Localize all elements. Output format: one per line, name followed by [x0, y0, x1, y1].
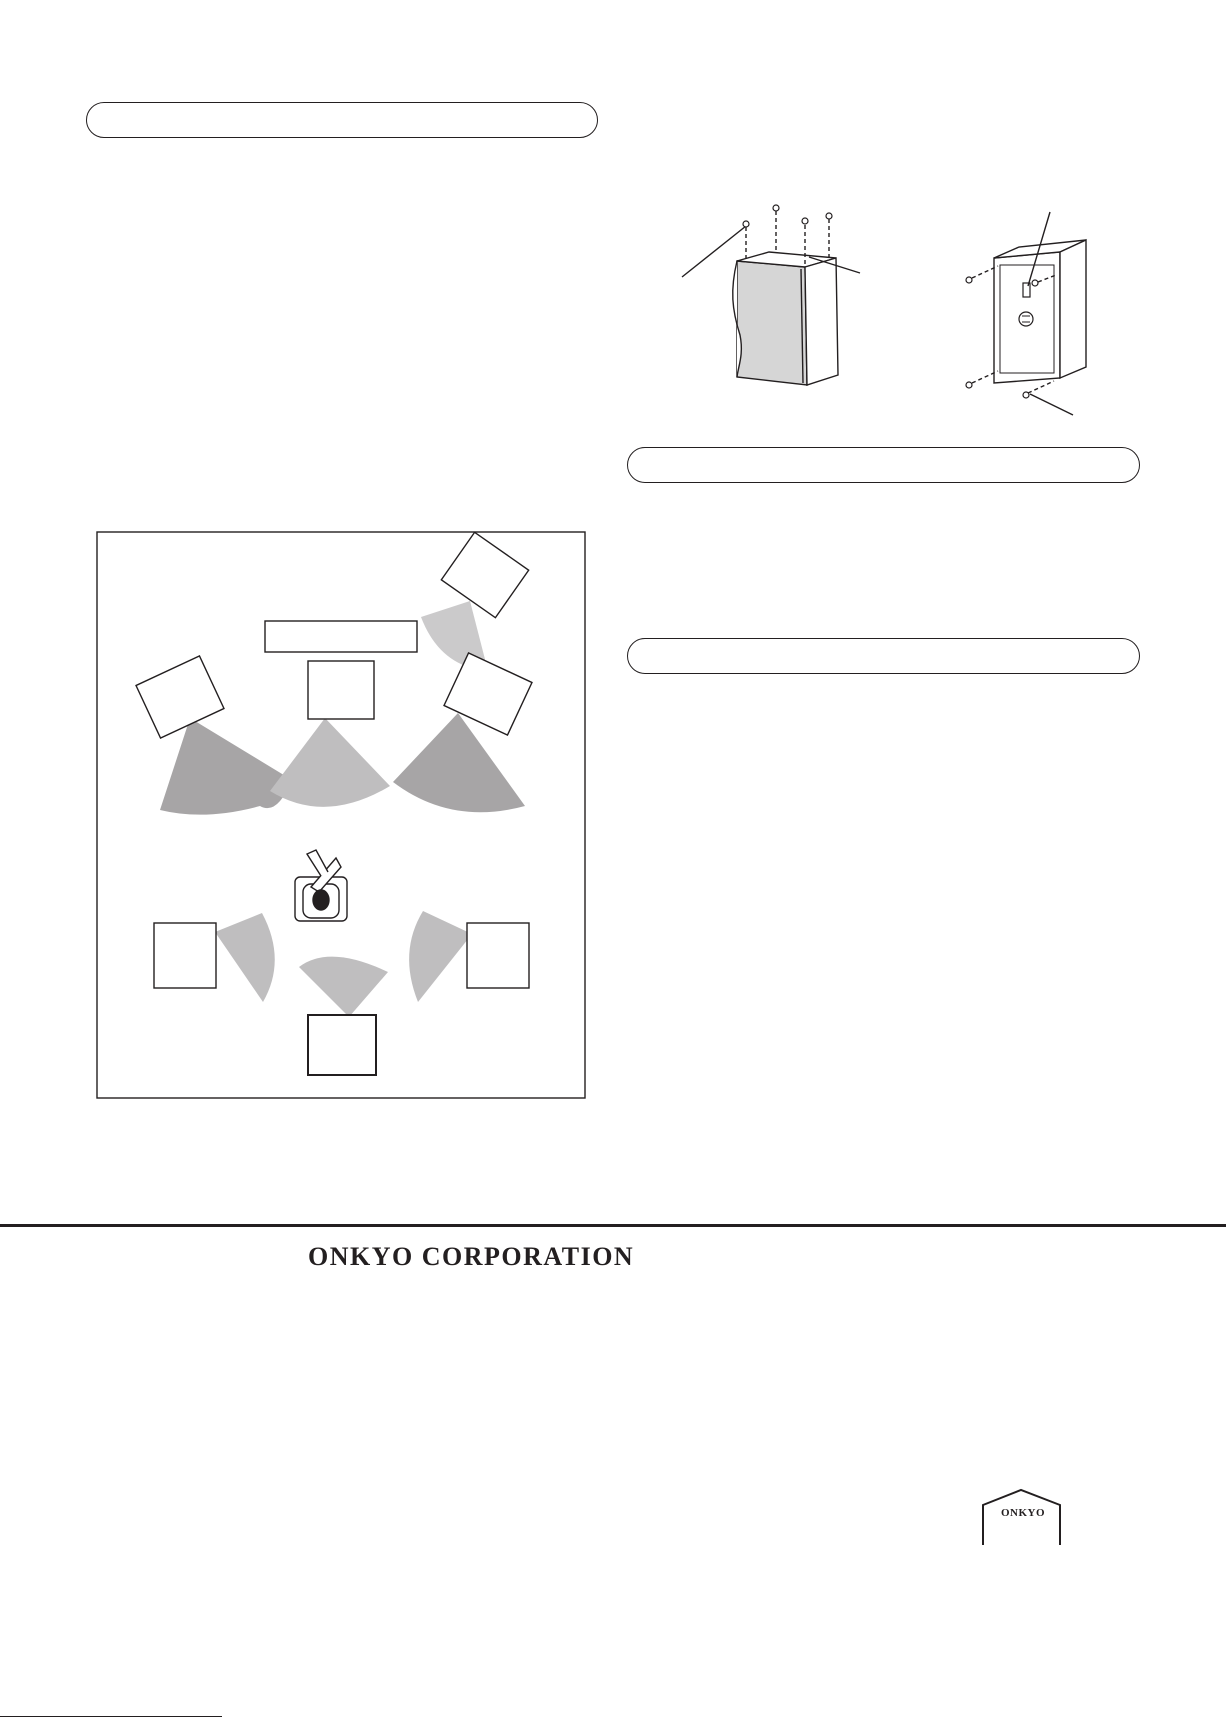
surround-left-box	[154, 923, 216, 988]
room-outline	[97, 532, 585, 1098]
bottom-rule	[0, 1716, 222, 1717]
logo-label: ONKYO	[1000, 1507, 1046, 1519]
section-heading-bar	[627, 638, 1140, 674]
screw-icon	[1032, 280, 1038, 286]
screw-icon	[743, 221, 749, 227]
section-heading-bar	[627, 447, 1140, 483]
speaker-placement-diagram	[95, 530, 585, 1098]
speaker-mounting-illustration	[660, 195, 1090, 425]
screw-icon	[966, 382, 972, 388]
center-speaker-box	[308, 661, 374, 719]
screw-icon	[802, 218, 808, 224]
speaker-rear-face	[994, 252, 1060, 383]
footer-rule	[0, 1224, 1226, 1227]
surround-back-box	[308, 1015, 376, 1075]
screw-icon	[773, 205, 779, 211]
screw-icon	[1023, 392, 1029, 398]
speaker-side-face	[805, 258, 838, 385]
section-heading-bar	[86, 102, 598, 138]
surround-right-box	[467, 923, 529, 988]
speaker-front-face	[737, 261, 807, 385]
screw-icon	[966, 277, 972, 283]
screw-icon	[826, 213, 832, 219]
company-name: ONKYO CORPORATION	[308, 1242, 635, 1271]
tv-screen	[265, 621, 417, 652]
